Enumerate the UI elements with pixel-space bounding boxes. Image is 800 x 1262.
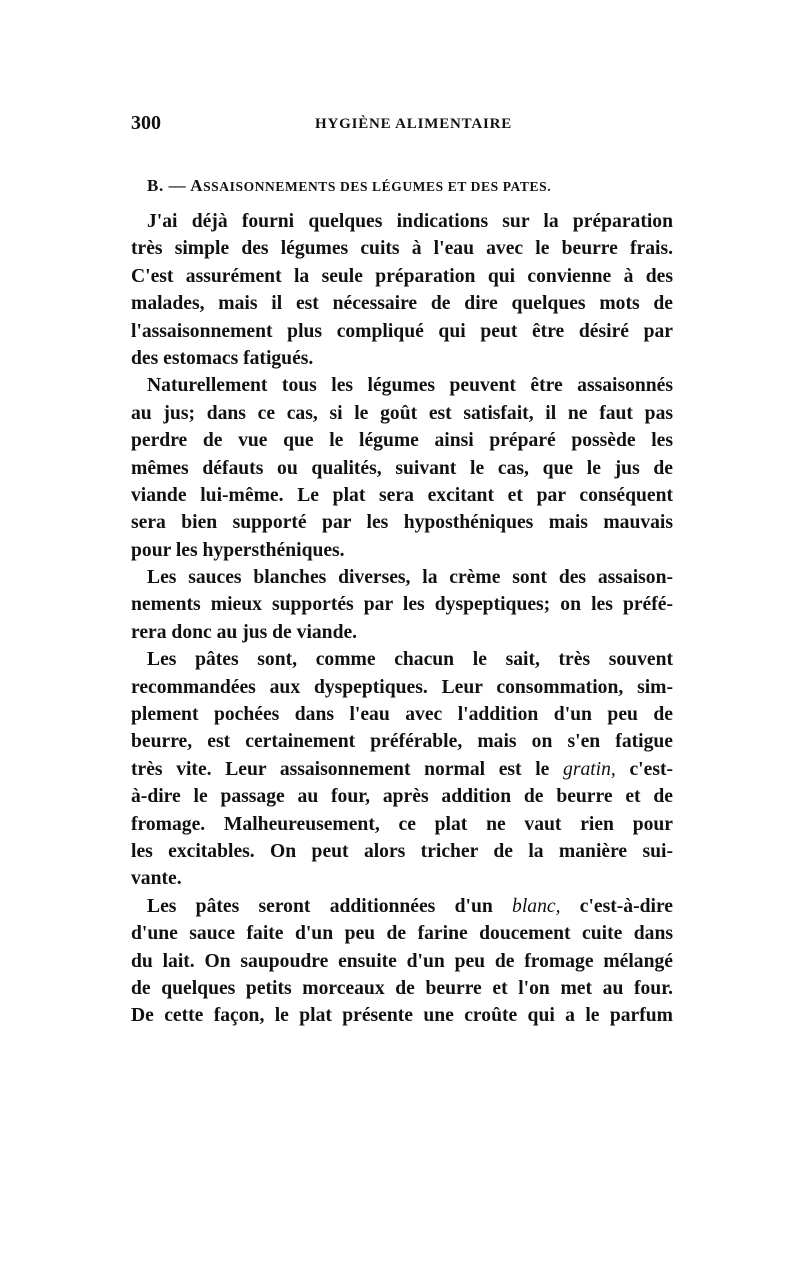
text-line: J'ai déjà fourni quelques indications sur la préparation xyxy=(147,211,673,232)
text-line: Naturellement tous les légumes peuvent être assaisonnés xyxy=(147,375,673,397)
section-letter: B. xyxy=(147,176,164,195)
text-line: très simple des légumes cuits à l'eau avec le beurre frais. xyxy=(131,238,673,260)
paragraph-4 xyxy=(131,646,673,893)
text-line: vante. xyxy=(131,868,182,890)
text-line: fromage. Malheureusement, ce plat ne vaut rien pour xyxy=(131,813,673,835)
paragraph-1 xyxy=(131,208,673,372)
running-title: HYGIÈNE ALIMENTAIRE xyxy=(315,116,513,132)
text-segment: Les pâtes seront additionnées d'un xyxy=(147,895,493,917)
text-line: De cette façon, le plat présente une croûte qui a le parfum xyxy=(131,1005,673,1027)
text-line: beurre, est certainement préférable, mais on s'en fatigue xyxy=(131,731,673,753)
text-line: perdre de vue que le légume ainsi préparé possède les xyxy=(131,430,673,452)
body-text xyxy=(131,208,673,1030)
text-line: rera donc au jus de viande. xyxy=(131,621,358,643)
text-line: sera bien supporté par les hyposthéniques mais mauvais xyxy=(131,512,673,534)
section-title-initial: A xyxy=(190,176,204,195)
page-number: 300 xyxy=(131,112,161,134)
text-line: viande lui-même. Le plat sera excitant et par conséquent xyxy=(131,484,673,506)
text-line: mêmes défauts ou qualités, suivant le cas, que le jus de xyxy=(131,457,673,479)
text-line: d'une sauce faite d'un peu de farine doucement cuite dans xyxy=(131,923,673,945)
text-line: à-dire le passage au four, après addition de beurre et de xyxy=(131,786,673,808)
text-line: plement pochées dans l'eau avec l'addition d'un peu de xyxy=(131,704,673,726)
text-line-with-italic xyxy=(131,756,673,783)
text-line: nements mieux supportés par les dyspeptiques; on les préfé- xyxy=(131,594,673,616)
text-line: C'est assurément la seule préparation qui convienne à des xyxy=(131,265,673,287)
text-line-with-italic xyxy=(131,893,673,920)
text-line: l'assaisonnement plus compliqué qui peut être désiré par xyxy=(131,320,673,342)
text-segment: très vite. Leur assaisonnement normal est le xyxy=(131,758,550,780)
text-line: de quelques petits morceaux de beurre et l'on met au four. xyxy=(131,977,673,999)
text-line: recommandées aux dyspeptiques. Leur consommation, sim- xyxy=(131,676,673,698)
paragraph-5 xyxy=(131,893,673,1030)
italic-term: blanc, xyxy=(512,895,561,917)
italic-term: gratin, xyxy=(563,758,616,780)
text-line: au jus; dans ce cas, si le goût est satisfait, il ne faut pas xyxy=(131,402,673,424)
text-line: les excitables. On peut alors tricher de la manière sui- xyxy=(131,840,673,862)
text-line: Les sauces blanches diverses, la crème sont des assaison- xyxy=(147,567,673,589)
paragraph-3 xyxy=(131,564,673,646)
section-dash: — xyxy=(168,176,187,195)
text-line: du lait. On saupoudre ensuite d'un peu de fromage mélangé xyxy=(131,950,673,972)
text-line: malades, mais il est nécessaire de dire quelques mots de xyxy=(131,293,673,315)
section-heading xyxy=(131,176,673,196)
book-page xyxy=(131,112,673,1030)
text-line: des estomacs fatigués. xyxy=(131,347,314,369)
section-title-rest: SSAISONNEMENTS DES LÉGUMES ET DES PATES. xyxy=(203,179,552,194)
text-segment: c'est- xyxy=(629,758,673,780)
text-line: pour les hypersthéniques. xyxy=(131,539,345,561)
running-head xyxy=(131,112,673,140)
text-segment: c'est-à-dire xyxy=(579,895,673,917)
paragraph-2 xyxy=(131,372,673,564)
text-line: Les pâtes sont, comme chacun le sait, très souvent xyxy=(147,649,673,671)
